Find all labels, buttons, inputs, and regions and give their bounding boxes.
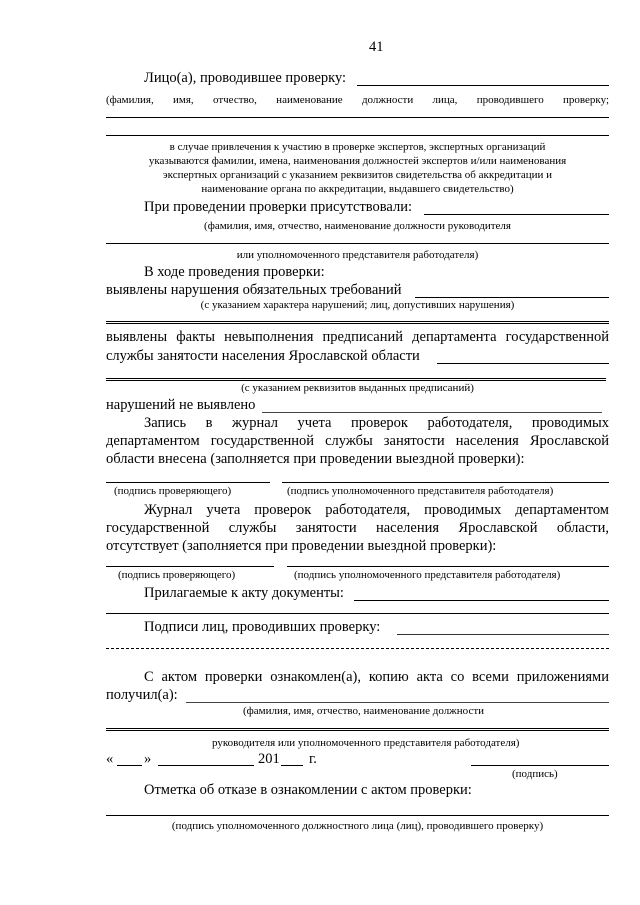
present-label: При проведении проверки присутствовали: (144, 199, 413, 215)
inspector-line[interactable] (357, 85, 609, 86)
date-year-line[interactable] (281, 765, 303, 766)
experts-hint-2: указываются фамилии, имена, наименования должностей экспертов и/или наименования (148, 155, 567, 167)
journal-entry-inspector-sign-hint: (подпись проверяющего) (114, 485, 232, 497)
orders-line[interactable] (437, 363, 609, 364)
journal-absent-rep-sign-hint: (подпись уполномоченного представителя работодателя) (294, 569, 561, 581)
no-violations-line[interactable] (262, 412, 602, 413)
journal-entry-rep-sign-line[interactable] (282, 482, 609, 483)
journal-absent-line-3: отсутствует (заполняется при проведении выездной проверки): (106, 538, 497, 554)
violations-line[interactable] (415, 297, 609, 298)
journal-entry-line-1: Запись в журнал учета проверок работодателя, проводимых (144, 415, 609, 431)
ack-signature-hint: (подпись) (512, 768, 558, 780)
journal-absent-line-2: государственной службы занятости населения Ярославской области, (106, 520, 609, 536)
journal-entry-inspector-sign-line[interactable] (106, 482, 270, 483)
ack-line-2: получил(а): (106, 687, 178, 703)
present-line[interactable] (424, 214, 609, 215)
journal-entry-rep-sign-hint: (подпись уполномоченного представителя работодателя) (287, 485, 554, 497)
violations-line-2[interactable] (106, 321, 609, 324)
ack-hint-2: руководителя или уполномоченного представителя работодателя) (212, 737, 520, 749)
date-open-quote: « (106, 751, 114, 767)
inspector-hint: (фамилия, имя, отчество, наименование должности лица, проводившего проверку; (106, 94, 609, 106)
date-month-line[interactable] (158, 765, 254, 766)
inspector-label: Лицо(а), проводившее проверку: (144, 70, 347, 86)
experts-hint-3: экспертных организаций с указанием реквизитов свидетельства об аккредитации и (162, 169, 553, 181)
refusal-line[interactable] (106, 815, 609, 816)
attachments-line-2[interactable] (106, 613, 609, 614)
orders-line-1: выявлены факты невыполнения предписаний департамента государственной (106, 329, 609, 345)
orders-line-2: службы занятости населения Ярославской области (106, 348, 420, 364)
journal-absent-rep-sign-line[interactable] (287, 566, 609, 567)
findings-heading: В ходе проведения проверки: (144, 264, 325, 280)
present-hint-2: или уполномоченного представителя работодателя) (236, 249, 479, 261)
signatures-line[interactable] (397, 634, 609, 635)
ack-line-2-blank[interactable] (106, 728, 609, 731)
journal-entry-line-3: области внесена (заполняется при проведении выездной проверки): (106, 451, 525, 467)
violations-hint: (с указанием характера нарушений; лиц, допустивших нарушения) (200, 299, 515, 311)
ack-line[interactable] (186, 702, 609, 703)
refusal-label: Отметка об отказе в ознакомлении с актом проверки: (144, 782, 472, 798)
present-hint-1: (фамилия, имя, отчество, наименование должности руководителя (204, 220, 511, 232)
present-line-2[interactable] (106, 243, 609, 244)
inspector-line-2[interactable] (106, 117, 609, 118)
ack-signature-line[interactable] (471, 765, 609, 766)
violations-label: выявлены нарушения обязательных требований (106, 282, 402, 298)
date-close-quote: » (144, 751, 152, 767)
journal-absent-line-1: Журнал учета проверок работодателя, проводимых департаментом (144, 502, 609, 518)
orders-hint: (с указанием реквизитов выданных предписаний) (241, 382, 474, 394)
attachments-label: Прилагаемые к акту документы: (144, 585, 344, 601)
refusal-hint: (подпись уполномоченного должностного лица (лиц), проводившего проверку) (171, 820, 544, 832)
experts-hint-1: в случае привлечения к участию в проверке экспертов, экспертных организаций (169, 141, 546, 153)
inspector-line-3[interactable] (106, 135, 609, 136)
signatures-line-2[interactable] (106, 648, 609, 649)
journal-entry-line-2: департаментом государственной службы занятости населения Ярославской (106, 433, 609, 449)
date-year-suffix: г. (309, 751, 317, 767)
page-number: 41 (369, 39, 384, 55)
experts-hint-4: наименование органа по аккредитации, выдавшего свидетельство) (201, 183, 514, 195)
ack-line-1: С актом проверки ознакомлен(а), копию акта со всеми приложениями (144, 669, 609, 685)
orders-line-2-blank[interactable] (106, 378, 606, 381)
no-violations-label: нарушений не выявлено (106, 397, 256, 413)
journal-absent-inspector-sign-hint: (подпись проверяющего) (118, 569, 236, 581)
ack-hint-1: (фамилия, имя, отчество, наименование должности (243, 705, 485, 717)
date-day-line[interactable] (117, 765, 142, 766)
journal-absent-inspector-sign-line[interactable] (106, 566, 274, 567)
attachments-line[interactable] (354, 600, 609, 601)
date-year-prefix: 201 (258, 751, 280, 767)
signatures-label: Подписи лиц, проводивших проверку: (144, 619, 381, 635)
